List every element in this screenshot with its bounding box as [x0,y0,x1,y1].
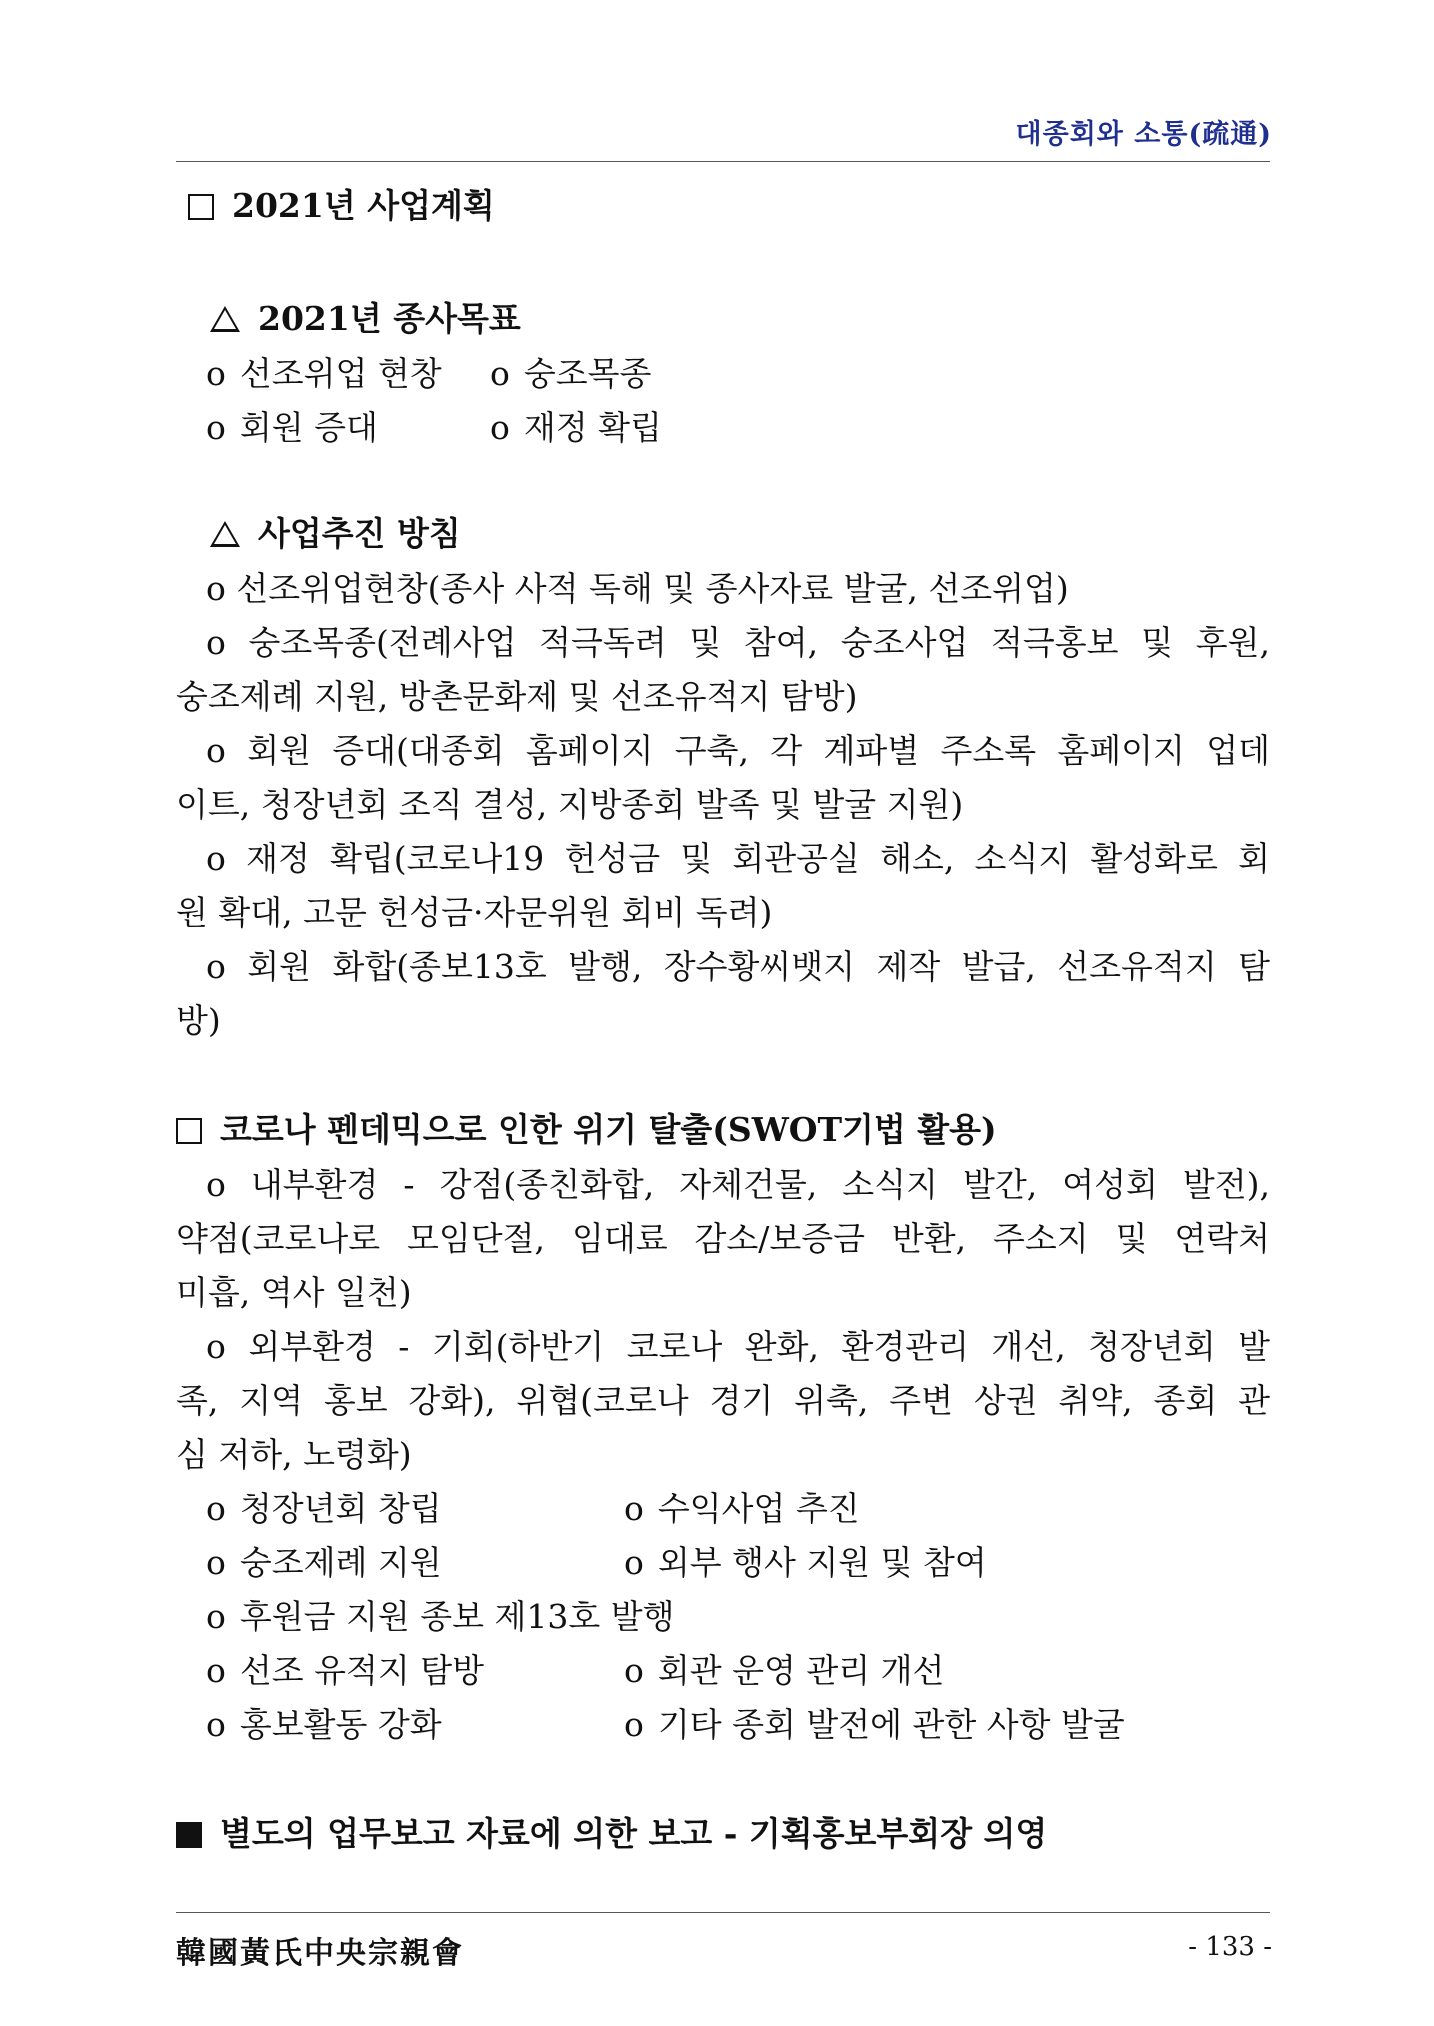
square-bullet-icon [176,1118,202,1144]
policy-title: 사업추진 방침 [258,514,461,553]
section-3-heading [176,1812,1270,1856]
swot-line: o 내부환경 - 강점(종친화합, 자체건물, 소식지 발간, 여성회 발전), [206,1165,1270,1204]
goal-item: o 재정 확립 [490,408,662,447]
swot-line: 족, 지역 홍보 강화), 위협(코로나 경기 위축, 주변 상권 취약, 종회 관 [176,1381,1270,1420]
action-item: o 회관 운영 관리 개선 [624,1651,945,1690]
policy-line: o 선조위업현창(종사 사적 독해 및 종사자료 발굴, 선조위업) [206,569,1069,608]
action-item: o 청장년회 창립 [206,1489,442,1528]
swot-line: 심 저하, 노령화) [176,1435,412,1474]
policy-line: 원 확대, 고문 헌성금·자문위원 회비 독려) [176,893,773,932]
footer-rule [176,1912,1270,1913]
policy-line: 숭조제례 지원, 방촌문화제 및 선조유적지 탐방) [176,677,858,716]
goals-heading [210,297,1304,341]
policy-line: o 재정 확립(코로나19 헌성금 및 회관공실 해소, 소식지 활성화로 회 [206,839,1270,878]
header-rule [176,161,1270,162]
section-2-title: 코로나 펜데믹으로 인한 위기 탈출(SWOT기법 활용) [220,1110,997,1149]
section-3-title: 별도의 업무보고 자료에 의한 보고 - 기획홍보부회장 의영 [220,1814,1048,1853]
swot-line: 미흡, 역사 일천) [176,1273,412,1312]
action-item: o 기타 종회 발전에 관한 사항 발굴 [624,1705,1125,1744]
action-item: o 숭조제례 지원 [206,1543,442,1582]
action-item: o 홍보활동 강화 [206,1705,442,1744]
footer-organization: 韓國黃氏中央宗親會 [176,1936,464,1971]
policy-line: o 회원 증대(대종회 홈페이지 구축, 각 계파별 주소록 홈페이지 업데 [206,731,1270,770]
policy-line: o 숭조목종(전례사업 적극독려 및 참여, 숭조사업 적극홍보 및 후원, [206,623,1270,662]
section-1-title: 2021년 사업계획 [232,186,495,225]
policy-heading [210,512,1304,556]
policy-line: 이트, 청장년회 조직 결성, 지방종회 발족 및 발굴 지원) [176,785,964,824]
square-bullet-icon [188,194,214,220]
running-header-title: 대종회와 소통(疏通) [1015,119,1272,150]
triangle-bullet-icon [210,306,240,332]
section-2-heading [176,1108,1270,1152]
swot-line: 약점(코로나로 모임단절, 임대료 감소/보증금 반환, 주소지 및 연락처 [176,1219,1270,1258]
goal-item: o 선조위업 현창 [206,354,442,393]
action-item: o 후원금 지원 종보 제13호 발행 [206,1597,675,1636]
goals-title: 2021년 종사목표 [258,299,521,338]
filled-square-bullet-icon [176,1822,202,1848]
triangle-bullet-icon [210,521,240,547]
page-number: - 133 - [1188,1932,1272,1962]
action-item: o 수익사업 추진 [624,1489,860,1528]
policy-line: o 회원 화합(종보13호 발행, 장수황씨뱃지 제작 발급, 선조유적지 탐 [206,947,1270,986]
action-item: o 외부 행사 지원 및 참여 [624,1543,987,1582]
goal-item: o 숭조목종 [490,354,652,393]
action-item: o 선조 유적지 탐방 [206,1651,485,1690]
section-1-heading [188,184,1282,228]
goal-item: o 회원 증대 [206,408,378,447]
policy-line: 방) [176,1001,221,1040]
swot-line: o 외부환경 - 기회(하반기 코로나 완화, 환경관리 개선, 청장년회 발 [206,1327,1270,1366]
